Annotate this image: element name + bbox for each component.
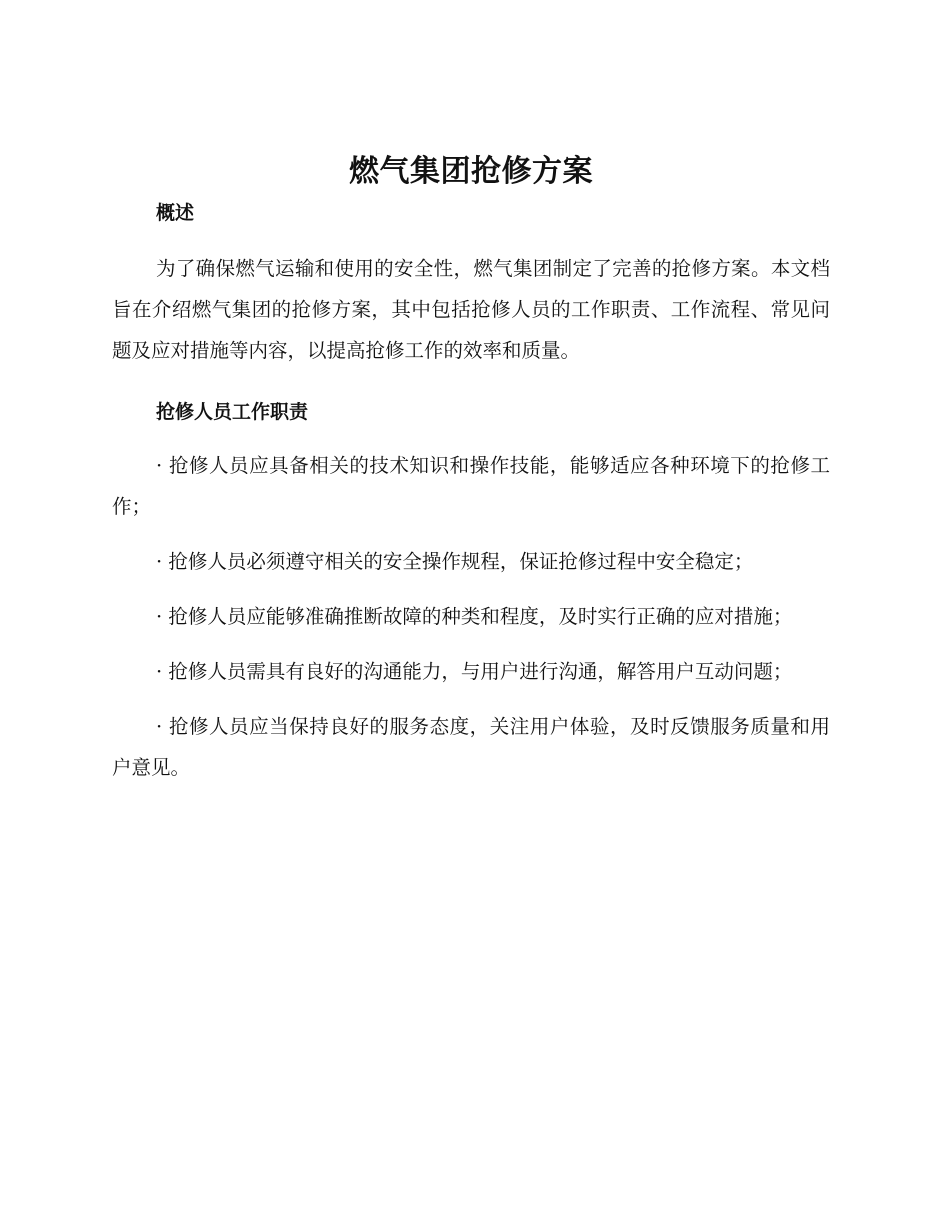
duty-bullet-item: · 抢修人员需具有良好的沟通能力，与用户进行沟通，解答用户互动问题；: [156, 660, 793, 683]
duty-bullet-item: · 抢修人员应当保持良好的服务态度，关注用户体验，及时反馈服务质量和用户意见。: [112, 715, 830, 779]
duty-bullet-item: · 抢修人员必须遵守相关的安全操作规程，保证抢修过程中安全稳定；: [156, 550, 754, 573]
section-heading-overview: 概述: [156, 202, 195, 224]
duty-bullet-item: · 抢修人员应能够准确推断故障的种类和程度，及时实行正确的应对措施；: [156, 605, 793, 628]
document-title: 燃气集团抢修方案: [349, 154, 593, 189]
overview-paragraph: 为了确保燃气运输和使用的安全性，燃气集团制定了完善的抢修方案。本文档旨在介绍燃气集团的抢修方案，其中包括抢修人员的工作职责、工作流程、常见问题及应对措施等内容，以提高抢修工作的效率和质量。: [112, 257, 830, 362]
section-heading-duties: 抢修人员工作职责: [156, 401, 309, 423]
document-body: [112, 150, 830, 802]
duty-bullet-item: · 抢修人员应具备相关的技术知识和操作技能，能够适应各种环境下的抢修工作；: [112, 454, 830, 518]
